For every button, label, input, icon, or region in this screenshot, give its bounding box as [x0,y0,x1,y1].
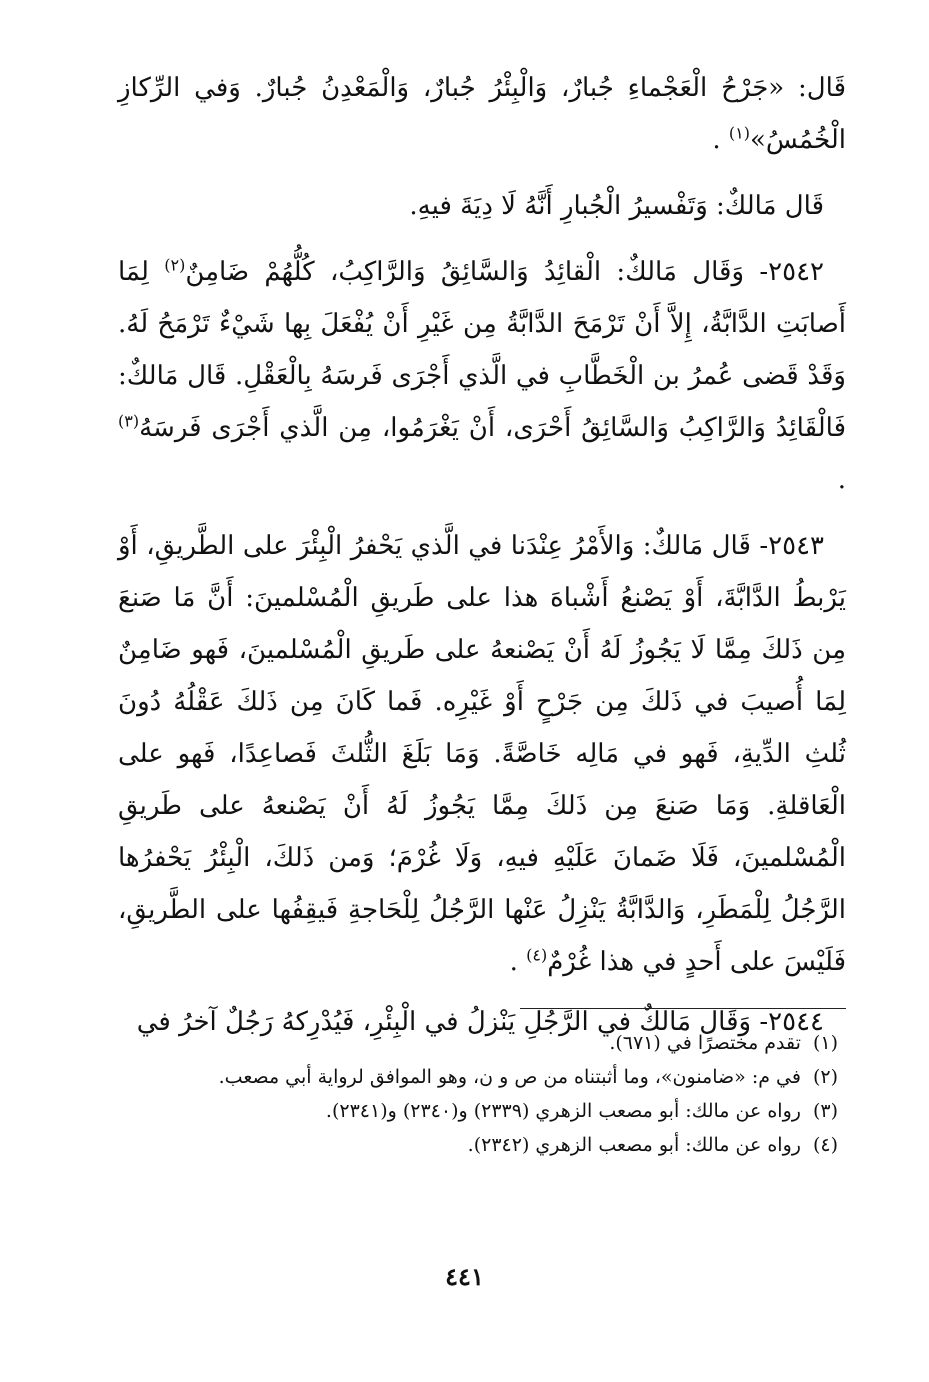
footnote-4 [118,1128,846,1162]
footnote-text: رواه عن مالك: أبو مصعب الزهري (٢٣٤٢). [467,1134,801,1156]
footnote-number: (١) [812,1032,838,1054]
footnote-text: تقدم مختصرًا في (٦٧١). [609,1032,801,1054]
footnote-text: رواه عن مالك: أبو مصعب الزهري (٢٣٣٩) و(٢٣٤٠) و(٢٣٤١). [325,1100,801,1122]
footnote-number: (٣) [812,1100,838,1122]
paragraph-2542 [118,246,846,506]
paragraph-text: ٢٥٤٣- قَال مَالكٌ: وَالأَمْرُ عِنْدَنا في الَّذي يَحْفرُ الْبِئْرَ على الطَّريقِ، أَوْ يَرْبطُ الدَّابَّةَ، أَوْ يَصْنعُ أَشْباهَ هذا على طَريقِ الْمُسْلمينَ: أَنَّ مَا صَنعَ مِن ذَلكَ مِمَّا لَا يَجُوزُ لَهُ أَنْ يَصْنعهُ على طَريقِ الْمُسْلمينَ، فَهو ضَامِنٌ لِمَا أُصيبَ في ذَلكَ مِن جَرْحٍ أَوْ غَيْرِه. فَما كَانَ مِن ذَلكَ عَقْلُهُ دُونَ ثُلثِ الدِّيةِ، فَهو في مَالِه خَاصَّةً. وَمَا بَلَغَ الثُّلثَ فَصاعِدًا، فَهو على الْعَاقلةِ. وَمَا صَنعَ مِن ذَلكَ مِمَّا يَجُوزُ لَهُ أَنْ يَصْنعهُ على طَريقِ الْمُسْلمينَ، فَلَا ضَمانَ عَلَيْهِ فيهِ، وَلَا غُرْمَ؛ وَمن ذَلكَ، الْبِئْرُ يَحْفرُها الرَّجُلُ لِلْمَطَرِ، وَالدَّابَّةُ يَنْزِلُ عَنْها الرَّجُلُ لِلْحَاجةِ فَيقِفُها على الطَّريقِ، فَلَيْسَ على أَحدٍ في هذا غُرْمٌ [118,531,846,977]
footnote-reference-4: (٤) [526,945,548,965]
footnote-reference-3: (٣) [118,411,140,431]
page-number: ٤٤١ [445,1262,484,1291]
paragraph-hadith-jubar [118,62,846,166]
paragraph-text: قَال مَالكٌ: وَتَفْسيرُ الْجُبارِ أَنَّهُ لَا دِيَةَ فيهِ. [409,191,824,221]
paragraph-text: قَال: «جَرْحُ الْعَجْماءِ جُبارٌ، وَالْبِئْرُ جُبارٌ، وَالْمَعْدِنُ جُبارٌ. وَفي الرِّكازِ الْخُمُسُ» [118,73,846,155]
paragraph-text: ٢٥٤٤- وَقَال مَالكٌ في الرَّجُلِ يَنْزلُ في الْبِئْرِ، فَيُدْرِكهُ رَجُلٌ آخرُ في [136,1007,824,1037]
footnote-number: (٤) [812,1134,838,1156]
footnotes [118,1026,846,1162]
footnote-number: (٢) [812,1066,838,1088]
footnote-3 [118,1094,846,1128]
footnote-reference-1: (١) [728,123,750,143]
footnote-reference-2: (٢) [164,255,186,275]
paragraph-lead: ٢٥٤٢- وَقَال مَالكٌ: الْقائِدُ وَالسَّائِقُ وَالرَّاكِبُ، كُلُّهُمْ ضَامِنٌ [185,257,824,287]
main-text [118,62,846,1048]
footnote-text: في م: «ضامنون»، وما أثبتناه من ص و ن، وهو الموافق لرواية أبي مصعب. [218,1066,801,1088]
paragraph-tail: . [509,947,527,977]
footnote-divider [520,1008,846,1009]
paragraph-tafsir-jubar [118,180,846,232]
paragraph-text: لِمَا أَصابَتِ الدَّابَّةُ، إِلاَّ أَنْ تَرْمَحَ الدَّابَّةُ مِن غَيْرِ أَنْ يُفْعَلَ بِها شَيْءٌ تَرْمَحُ لَهُ. وَقَدْ قَضى عُمرُ بن الْخَطَّابِ في الَّذي أَجْرَى فَرسَهُ بِالْعَقْلِ. قَال مَالكٌ: فَالْقَائِدُ وَالرَّاكِبُ وَالسَّائِقُ أَحْرَى، أَنْ يَغْرَمُوا، مِن الَّذي أَجْرَى فَرسَهُ [118,257,846,443]
footnote-1 [118,1026,846,1060]
paragraph-tail: . [712,125,729,155]
paragraph-2543 [118,520,846,988]
paragraph-tail: . [837,465,846,495]
footnote-2 [118,1060,846,1094]
